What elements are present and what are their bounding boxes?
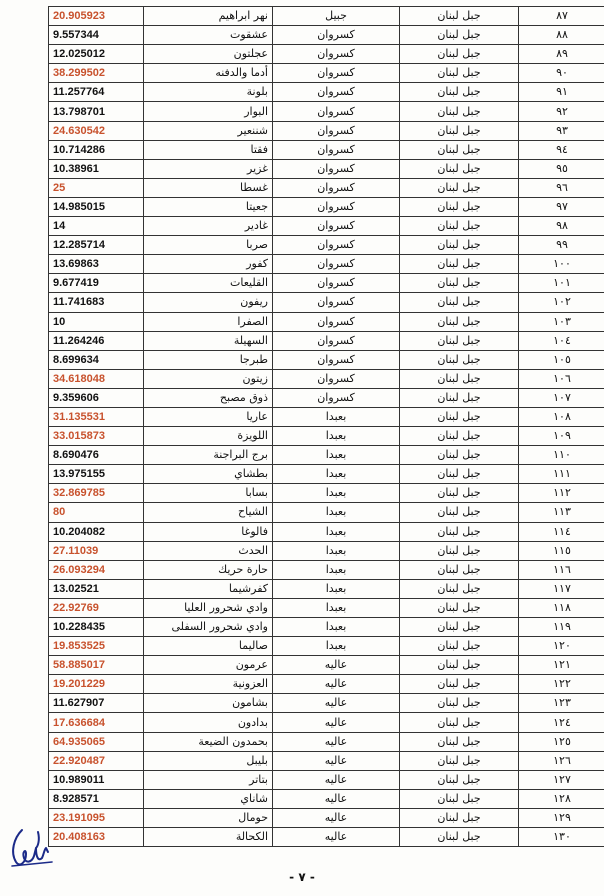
value-cell: 11.627907 (49, 694, 144, 713)
value-cell: 19.201229 (49, 675, 144, 694)
town-cell: صربا (144, 236, 273, 255)
governorate-cell: جبل لبنان (400, 197, 519, 216)
town-cell: فقتا (144, 140, 273, 159)
table-row (49, 579, 604, 598)
value-cell: 12.285714 (49, 236, 144, 255)
table-row (49, 26, 604, 45)
town-cell: بتاتر (144, 770, 273, 789)
row-number-cell: ١٠٣ (519, 312, 604, 331)
row-number-cell: ١٠٠ (519, 255, 604, 274)
row-number-cell: ١١٦ (519, 560, 604, 579)
town-cell: حارة حريك (144, 560, 273, 579)
value-cell: 80 (49, 503, 144, 522)
value-cell: 27.11039 (49, 541, 144, 560)
district-cell: بعبدا (273, 465, 400, 484)
district-cell: كسروان (273, 217, 400, 236)
table-row (49, 637, 604, 656)
value-cell: 26.093294 (49, 560, 144, 579)
governorate-cell: جبل لبنان (400, 369, 519, 388)
town-cell: غادير (144, 217, 273, 236)
town-cell: بلونة (144, 83, 273, 102)
governorate-cell: جبل لبنان (400, 293, 519, 312)
district-cell: بعبدا (273, 484, 400, 503)
table-row (49, 675, 604, 694)
district-cell: عاليه (273, 828, 400, 847)
table-row (49, 770, 604, 789)
district-cell: كسروان (273, 159, 400, 178)
table-row (49, 427, 604, 446)
town-cell: أدما والدفنه (144, 64, 273, 83)
town-cell: بحمدون الضيعة (144, 732, 273, 751)
governorate-cell: جبل لبنان (400, 83, 519, 102)
town-cell: غسطا (144, 178, 273, 197)
table-row (49, 541, 604, 560)
district-cell: كسروان (273, 369, 400, 388)
row-number-cell: ٩٠ (519, 64, 604, 83)
value-cell: 10.989011 (49, 770, 144, 789)
table-row (49, 828, 604, 847)
governorate-cell: جبل لبنان (400, 751, 519, 770)
governorate-cell: جبل لبنان (400, 312, 519, 331)
district-cell: كسروان (273, 236, 400, 255)
district-cell: كسروان (273, 312, 400, 331)
town-cell: كفرشيما (144, 579, 273, 598)
district-cell: عاليه (273, 656, 400, 675)
town-cell: طبرجا (144, 350, 273, 369)
district-cell: كسروان (273, 197, 400, 216)
governorate-cell: جبل لبنان (400, 770, 519, 789)
value-cell: 33.015873 (49, 427, 144, 446)
row-number-cell: ٩٩ (519, 236, 604, 255)
value-cell: 12.025012 (49, 45, 144, 64)
town-cell: ذوق مصبح (144, 388, 273, 407)
governorate-cell: جبل لبنان (400, 541, 519, 560)
governorate-cell: جبل لبنان (400, 713, 519, 732)
value-cell: 13.02521 (49, 579, 144, 598)
value-cell: 38.299502 (49, 64, 144, 83)
governorate-cell: جبل لبنان (400, 503, 519, 522)
district-cell: جبيل (273, 7, 400, 26)
value-cell: 32.869785 (49, 484, 144, 503)
district-cell: كسروان (273, 26, 400, 45)
row-number-cell: ١٢٧ (519, 770, 604, 789)
value-cell: 11.257764 (49, 83, 144, 102)
district-cell: بعبدا (273, 407, 400, 426)
district-cell: كسروان (273, 388, 400, 407)
table-row (49, 350, 604, 369)
governorate-cell: جبل لبنان (400, 26, 519, 45)
table-row (49, 446, 604, 465)
table-row (49, 140, 604, 159)
town-cell: بشامون (144, 694, 273, 713)
governorate-cell: جبل لبنان (400, 45, 519, 64)
town-cell: برج البراجنة (144, 446, 273, 465)
table-row (49, 751, 604, 770)
district-cell: بعبدا (273, 503, 400, 522)
governorate-cell: جبل لبنان (400, 598, 519, 617)
table-row (49, 159, 604, 178)
table-row (49, 217, 604, 236)
value-cell: 20.408163 (49, 828, 144, 847)
row-number-cell: ١١٨ (519, 598, 604, 617)
value-cell: 13.69863 (49, 255, 144, 274)
table-row (49, 178, 604, 197)
district-cell: كسروان (273, 331, 400, 350)
governorate-cell: جبل لبنان (400, 331, 519, 350)
district-cell: كسروان (273, 178, 400, 197)
town-cell: ريفون (144, 293, 273, 312)
governorate-cell: جبل لبنان (400, 217, 519, 236)
table-row (49, 83, 604, 102)
row-number-cell: ١٢٢ (519, 675, 604, 694)
governorate-cell: جبل لبنان (400, 484, 519, 503)
value-cell: 10 (49, 312, 144, 331)
district-cell: عاليه (273, 675, 400, 694)
row-number-cell: ١٠٦ (519, 369, 604, 388)
value-cell: 19.853525 (49, 637, 144, 656)
governorate-cell: جبل لبنان (400, 618, 519, 637)
row-number-cell: ١٢٥ (519, 732, 604, 751)
value-cell: 8.699634 (49, 350, 144, 369)
town-cell: الحدث (144, 541, 273, 560)
row-number-cell: ٩١ (519, 83, 604, 102)
row-number-cell: ٩٧ (519, 197, 604, 216)
table-row (49, 656, 604, 675)
value-cell: 22.920487 (49, 751, 144, 770)
town-cell: وادي شحرور العليا (144, 598, 273, 617)
value-cell: 64.935065 (49, 732, 144, 751)
district-cell: كسروان (273, 350, 400, 369)
table-row (49, 388, 604, 407)
governorate-cell: جبل لبنان (400, 560, 519, 579)
value-cell: 31.135531 (49, 407, 144, 426)
row-number-cell: ١١٧ (519, 579, 604, 598)
table-row (49, 407, 604, 426)
district-cell: عاليه (273, 751, 400, 770)
value-cell: 9.359606 (49, 388, 144, 407)
table-row (49, 618, 604, 637)
district-cell: كسروان (273, 45, 400, 64)
row-number-cell: ٩٨ (519, 217, 604, 236)
value-cell: 13.975155 (49, 465, 144, 484)
governorate-cell: جبل لبنان (400, 808, 519, 827)
district-cell: عاليه (273, 770, 400, 789)
town-cell: صاليما (144, 637, 273, 656)
district-cell: كسروان (273, 293, 400, 312)
row-number-cell: ١٢٠ (519, 637, 604, 656)
town-cell: الصفرا (144, 312, 273, 331)
district-cell: بعبدا (273, 522, 400, 541)
town-cell: نهر ابراهيم (144, 7, 273, 26)
town-cell: الشياح (144, 503, 273, 522)
table-row (49, 484, 604, 503)
governorate-cell: جبل لبنان (400, 236, 519, 255)
value-cell: 10.38961 (49, 159, 144, 178)
value-cell: 10.204082 (49, 522, 144, 541)
row-number-cell: ٩٦ (519, 178, 604, 197)
value-cell: 14.985015 (49, 197, 144, 216)
town-cell: شننعير (144, 121, 273, 140)
value-cell: 11.264246 (49, 331, 144, 350)
town-cell: شاناي (144, 789, 273, 808)
town-cell: العزونية (144, 675, 273, 694)
signature-icon (8, 818, 56, 870)
value-cell: 22.92769 (49, 598, 144, 617)
row-number-cell: ١١١ (519, 465, 604, 484)
table-row (49, 331, 604, 350)
table-row (49, 522, 604, 541)
table-row (49, 293, 604, 312)
district-cell: كسروان (273, 274, 400, 293)
table-row (49, 732, 604, 751)
town-cell: فالوغا (144, 522, 273, 541)
row-number-cell: ١١٥ (519, 541, 604, 560)
district-cell: بعبدا (273, 427, 400, 446)
table-row (49, 102, 604, 121)
value-cell: 13.798701 (49, 102, 144, 121)
district-cell: عاليه (273, 789, 400, 808)
governorate-cell: جبل لبنان (400, 178, 519, 197)
town-cell: كفور (144, 255, 273, 274)
town-cell: غزير (144, 159, 273, 178)
governorate-cell: جبل لبنان (400, 675, 519, 694)
table-row (49, 503, 604, 522)
row-number-cell: ٩٢ (519, 102, 604, 121)
table-row (49, 121, 604, 140)
value-cell: 58.885017 (49, 656, 144, 675)
table-row (49, 713, 604, 732)
town-cell: عشقوت (144, 26, 273, 45)
row-number-cell: ١١٤ (519, 522, 604, 541)
governorate-cell: جبل لبنان (400, 7, 519, 26)
table-row (49, 694, 604, 713)
row-number-cell: ١٠٨ (519, 407, 604, 426)
row-number-cell: ١١٠ (519, 446, 604, 465)
value-cell: 17.636684 (49, 713, 144, 732)
row-number-cell: ٩٣ (519, 121, 604, 140)
district-cell: كسروان (273, 255, 400, 274)
governorate-cell: جبل لبنان (400, 255, 519, 274)
district-cell: كسروان (273, 64, 400, 83)
governorate-cell: جبل لبنان (400, 427, 519, 446)
row-number-cell: ١٠٢ (519, 293, 604, 312)
row-number-cell: ١٣٠ (519, 828, 604, 847)
value-cell: 14 (49, 217, 144, 236)
table-row (49, 598, 604, 617)
governorate-cell: جبل لبنان (400, 446, 519, 465)
district-cell: كسروان (273, 140, 400, 159)
row-number-cell: ١٢٩ (519, 808, 604, 827)
district-cell: بعبدا (273, 446, 400, 465)
row-number-cell: ١٠٩ (519, 427, 604, 446)
town-cell: بسابا (144, 484, 273, 503)
town-cell: بطشاي (144, 465, 273, 484)
row-number-cell: ١٠٥ (519, 350, 604, 369)
governorate-cell: جبل لبنان (400, 694, 519, 713)
table-row (49, 45, 604, 64)
value-cell: 9.677419 (49, 274, 144, 293)
district-cell: كسروان (273, 102, 400, 121)
row-number-cell: ١٢٤ (519, 713, 604, 732)
governorate-cell: جبل لبنان (400, 522, 519, 541)
governorate-cell: جبل لبنان (400, 121, 519, 140)
town-cell: عجلتون (144, 45, 273, 64)
district-cell: عاليه (273, 713, 400, 732)
governorate-cell: جبل لبنان (400, 159, 519, 178)
district-cell: بعبدا (273, 560, 400, 579)
value-cell: 23.191095 (49, 808, 144, 827)
table-body (49, 7, 604, 847)
value-cell: 8.928571 (49, 789, 144, 808)
district-cell: كسروان (273, 83, 400, 102)
row-number-cell: ٨٨ (519, 26, 604, 45)
district-cell: عاليه (273, 694, 400, 713)
row-number-cell: ١٢٦ (519, 751, 604, 770)
district-cell: كسروان (273, 121, 400, 140)
row-number-cell: ١٠١ (519, 274, 604, 293)
governorate-cell: جبل لبنان (400, 789, 519, 808)
governorate-cell: جبل لبنان (400, 274, 519, 293)
town-cell: اللويزة (144, 427, 273, 446)
row-number-cell: ١٢٣ (519, 694, 604, 713)
town-cell: بليبل (144, 751, 273, 770)
district-cell: بعبدا (273, 618, 400, 637)
value-cell: 34.618048 (49, 369, 144, 388)
table-row (49, 560, 604, 579)
table-row (49, 7, 604, 26)
row-number-cell: ١٠٤ (519, 331, 604, 350)
governorate-cell: جبل لبنان (400, 637, 519, 656)
town-cell: وادي شحرور السفلى (144, 618, 273, 637)
value-cell: 20.905923 (49, 7, 144, 26)
governorate-cell: جبل لبنان (400, 407, 519, 426)
district-cell: بعبدا (273, 598, 400, 617)
town-cell: الكحالة (144, 828, 273, 847)
page-number: - ٧ - (289, 870, 315, 884)
town-cell: حومال (144, 808, 273, 827)
value-cell: 9.557344 (49, 26, 144, 45)
row-number-cell: ٩٥ (519, 159, 604, 178)
district-cell: بعبدا (273, 579, 400, 598)
value-cell: 25 (49, 178, 144, 197)
table-row (49, 197, 604, 216)
town-cell: زيتون (144, 369, 273, 388)
value-cell: 11.741683 (49, 293, 144, 312)
district-cell: عاليه (273, 808, 400, 827)
town-cell: البوار (144, 102, 273, 121)
row-number-cell: ١٠٧ (519, 388, 604, 407)
district-cell: بعبدا (273, 637, 400, 656)
governorate-cell: جبل لبنان (400, 579, 519, 598)
town-cell: جعيتا (144, 197, 273, 216)
row-number-cell: ٨٩ (519, 45, 604, 64)
row-number-cell: ٨٧ (519, 7, 604, 26)
governorate-cell: جبل لبنان (400, 140, 519, 159)
row-number-cell: ٩٤ (519, 140, 604, 159)
row-number-cell: ١٢٨ (519, 789, 604, 808)
table-row (49, 255, 604, 274)
governorate-cell: جبل لبنان (400, 350, 519, 369)
row-number-cell: ١٢١ (519, 656, 604, 675)
governorate-cell: جبل لبنان (400, 828, 519, 847)
district-cell: بعبدا (273, 541, 400, 560)
town-cell: عاريا (144, 407, 273, 426)
table-row (49, 236, 604, 255)
governorate-cell: جبل لبنان (400, 732, 519, 751)
table-row (49, 789, 604, 808)
data-table (48, 6, 604, 847)
town-cell: السهيلة (144, 331, 273, 350)
table-row (49, 312, 604, 331)
value-cell: 24.630542 (49, 121, 144, 140)
town-cell: القليعات (144, 274, 273, 293)
value-cell: 10.714286 (49, 140, 144, 159)
town-cell: عرمون (144, 656, 273, 675)
value-cell: 10.228435 (49, 618, 144, 637)
town-cell: بدادون (144, 713, 273, 732)
district-cell: عاليه (273, 732, 400, 751)
table-row (49, 369, 604, 388)
governorate-cell: جبل لبنان (400, 64, 519, 83)
governorate-cell: جبل لبنان (400, 656, 519, 675)
table-row (49, 465, 604, 484)
table-row (49, 808, 604, 827)
row-number-cell: ١١٣ (519, 503, 604, 522)
value-cell: 8.690476 (49, 446, 144, 465)
governorate-cell: جبل لبنان (400, 465, 519, 484)
table-row (49, 64, 604, 83)
row-number-cell: ١١٩ (519, 618, 604, 637)
governorate-cell: جبل لبنان (400, 388, 519, 407)
governorate-cell: جبل لبنان (400, 102, 519, 121)
row-number-cell: ١١٢ (519, 484, 604, 503)
table-row (49, 274, 604, 293)
